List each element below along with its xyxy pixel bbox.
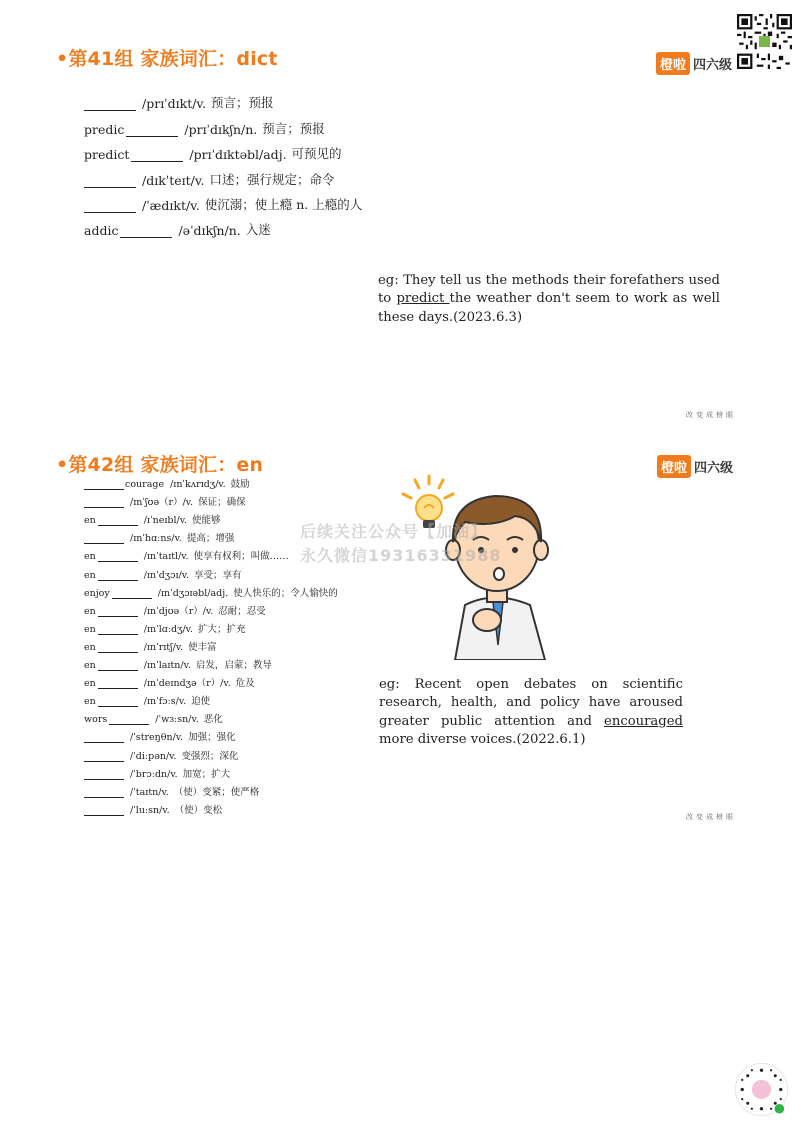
example-text-end: the weather don't seem to work as well these days.(2023.6.3) [378,291,720,325]
footer-tag: 改变成榜眼 [686,411,736,419]
fill-in-blank[interactable] [98,643,138,653]
fill-in-blank[interactable] [98,516,138,526]
fill-in-blank[interactable] [109,715,149,725]
word-stem: wors [84,714,108,726]
word-stem: addic [84,223,119,239]
brand-logo: 橙啦 [656,52,690,75]
word-row [84,617,338,635]
word-stem: en [84,660,96,672]
meaning: 享受；享有 [193,569,242,581]
word-stem: en [84,696,96,708]
phonetic: /prɪˈdɪkʃn/n. [184,121,258,137]
word-row [84,111,362,136]
word-list-dict [84,86,362,238]
section-title-en: •第42组 家族词汇：en [56,454,264,476]
example-sentence-en [379,676,683,750]
example-text: eg: Recent open debates on scientific research, health, and policy have aroused greater public attention and [379,677,683,729]
watermark-line: 永久微信19316331988 [300,546,502,565]
word-row [84,213,362,238]
phonetic: /ɪnˈtaɪtl/v. [143,551,189,563]
word-row [84,599,338,617]
meaning: （使）变紧；使严格 [173,786,260,798]
phonetic: /ɪnˈrɪtʃ/v. [143,641,184,653]
fill-in-blank[interactable] [120,226,172,238]
example-keyword: encouraged [604,713,683,729]
brand-badge [656,52,732,74]
fill-in-blank[interactable] [98,679,138,689]
phonetic: /ɪnˈlɑːdʒ/v. [143,623,193,635]
word-stem: enjoy [84,587,110,599]
word-stem: en [84,623,96,635]
meaning: 恶化 [203,714,223,726]
phonetic: /ˈwɜːsn/v. [155,714,199,726]
word-row [84,780,338,798]
word-row [84,581,338,599]
meaning: 使沉溺；使上瘾 n. 上瘾的人 [204,196,363,212]
fill-in-blank[interactable] [84,733,124,743]
meaning: 提高；增强 [186,533,235,545]
fill-in-blank[interactable] [84,99,136,111]
phonetic: /ɪnˈdjʊə（r）/v. [143,605,214,617]
phonetic: /ˈluːsn/v. [130,804,170,816]
fill-in-blank[interactable] [126,125,178,137]
fill-in-blank[interactable] [84,770,124,780]
fill-in-blank[interactable] [98,552,138,562]
watermark-line: 后续关注公众号【加油】 [300,522,488,541]
mini-program-code-icon [734,1062,789,1117]
phonetic: /ɪnˈʃʊə（r）/v. [130,497,194,509]
meaning: 扩大；扩充 [197,623,246,635]
phonetic: /əˈdɪkʃn/n. [178,223,241,239]
meaning: 加宽；扩大 [182,768,231,780]
word-row [84,762,338,780]
phonetic: /ˈdiːpən/v. [130,750,177,762]
meaning: 预言；预报 [210,95,274,111]
phonetic: /ˈbrɔːdn/v. [130,768,178,780]
word-row [84,137,362,162]
example-text: eg: They tell us the methods their forefathers used to [378,273,720,307]
meaning: 加强；强化 [188,732,236,744]
phonetic: /prɪˈdɪktəbl/adj. [189,147,287,163]
phonetic: /ɪnˈhɑːns/v. [130,533,182,545]
word-stem: en [84,569,96,581]
fill-in-blank[interactable] [84,201,136,213]
fill-in-blank[interactable] [84,176,136,188]
word-stem: en [84,605,96,617]
word-stem: en [84,678,96,690]
brand-badge [657,455,733,477]
word-row [84,86,362,111]
word-row [84,689,338,707]
meaning: 可预见的 [291,146,342,162]
word-row [84,707,338,725]
fill-in-blank[interactable] [84,480,124,490]
word-row [84,725,338,743]
section-title-dict: •第41组 家族词汇：dict [56,48,278,70]
word-row [84,743,338,761]
example-sentence-dict [378,272,720,327]
fill-in-blank[interactable] [98,697,138,707]
meaning: 使享有权利；叫做…… [193,551,289,563]
meaning: 变强烈；深化 [181,750,239,762]
meaning: 启发，启蒙；教导 [195,660,272,672]
word-row [84,798,338,816]
phonetic: /ɪnˈdʒɔɪəbl/adj. [157,587,229,599]
fill-in-blank[interactable] [98,607,138,617]
phonetic: /ɪˈneɪbl/v. [143,515,187,527]
phonetic: /ɪnˈdʒɔɪ/v. [143,569,189,581]
fill-in-blank[interactable] [84,498,124,508]
phonetic: /ɪnˈdeɪndʒə（r）/v. [143,678,231,690]
word-row [84,162,362,187]
word-row [84,635,338,653]
fill-in-blank[interactable] [98,571,138,581]
phonetic: /ɪnˈkʌrɪdʒ/v. [170,479,226,491]
brand-level: 四六级 [694,460,734,476]
meaning: 预言；预报 [262,120,325,136]
example-text-end: more diverse voices.(2022.6.1) [379,732,586,748]
fill-in-blank[interactable] [84,752,124,762]
word-stem: en [84,641,96,653]
fill-in-blank[interactable] [84,788,124,798]
footer-tag: 改变成榜眼 [686,813,736,821]
meaning: 迫使 [191,696,211,708]
fill-in-blank[interactable] [98,625,138,635]
meaning: 使能够 [191,515,221,527]
phonetic: /ɪnˈfɔːs/v. [143,696,187,708]
brand-logo: 橙啦 [657,455,691,478]
qr-code-icon [737,14,792,69]
fill-in-blank[interactable] [84,534,124,544]
word-stem: en [84,551,96,563]
meaning: 危及 [235,678,255,690]
fill-in-blank[interactable] [98,661,138,671]
word-row [84,490,338,508]
meaning: 入迷 [245,222,271,238]
word-stem: predict [84,147,130,163]
meaning: 忍耐；忍受 [218,605,266,617]
word-row [84,472,338,490]
example-keyword: predict [396,291,450,307]
phonetic: /prɪˈdɪkt/v. [142,96,206,112]
watermark [300,520,501,568]
word-row [84,671,338,689]
meaning: （使）变松 [174,804,223,816]
meaning: 口述；强行规定；命令 [209,171,335,187]
meaning: 保证；确保 [198,497,246,509]
phonetic: /ˈtaɪtn/v. [130,786,169,798]
phonetic: /ˈstreŋθn/v. [130,732,184,744]
phonetic: /ˈædɪkt/v. [142,197,200,213]
word-stem: en [84,515,96,527]
word-stem: predic [84,121,125,137]
word-suffix: courage [125,479,165,491]
brand-level: 四六级 [693,57,733,73]
word-row [84,188,362,213]
phonetic: /ɪnˈlaɪtn/v. [143,660,191,672]
fill-in-blank[interactable] [112,589,152,599]
word-row [84,653,338,671]
meaning: 鼓励 [230,479,250,491]
fill-in-blank[interactable] [131,150,183,162]
meaning: 使丰富 [188,641,217,653]
fill-in-blank[interactable] [84,806,124,816]
meaning: 使人快乐的；令人愉快的 [233,587,338,599]
phonetic: /dɪkˈteɪt/v. [142,172,205,188]
